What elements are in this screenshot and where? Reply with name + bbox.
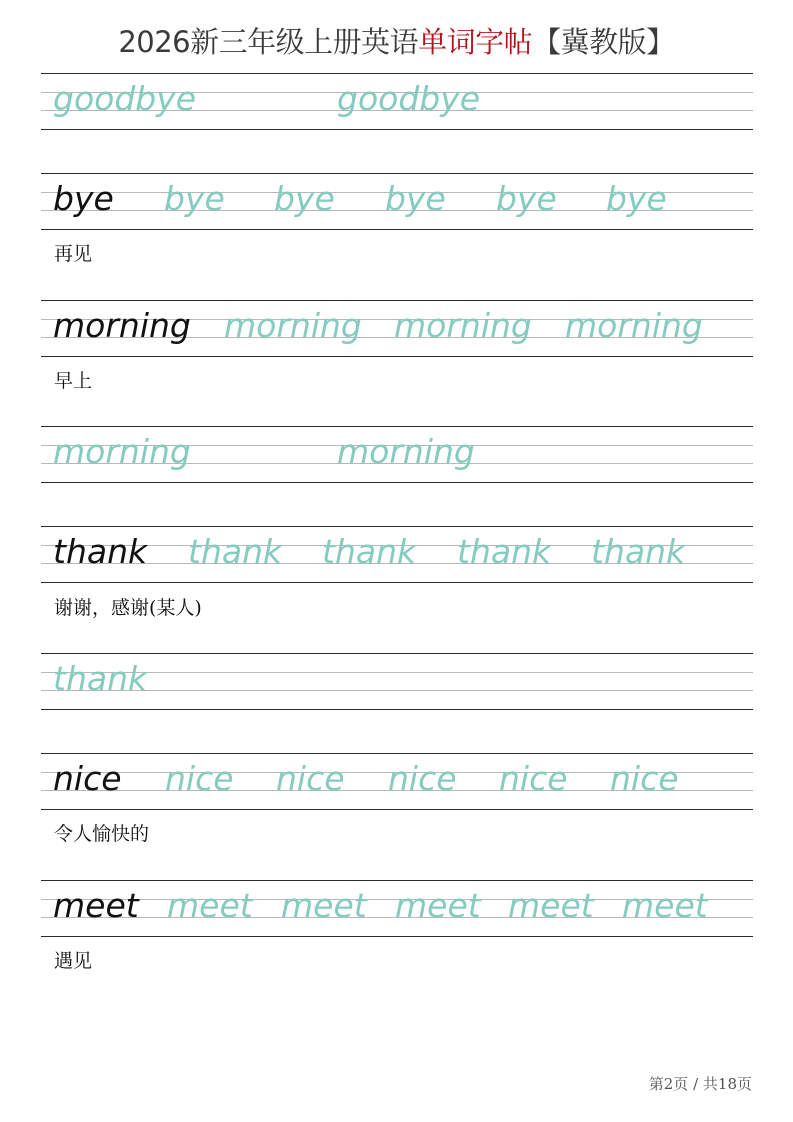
writing-row xyxy=(41,526,753,583)
trace-word: nice xyxy=(165,759,234,798)
trace-word: bye xyxy=(606,179,667,218)
trace-word: nice xyxy=(276,759,345,798)
word-meaning: 遇见 xyxy=(54,950,93,972)
trace-word: thank xyxy=(53,659,148,698)
trace-word: morning xyxy=(53,432,191,471)
guide-line-top xyxy=(41,653,753,654)
page-title xyxy=(0,20,793,61)
trace-word: goodbye xyxy=(53,79,197,118)
guide-line-mid xyxy=(41,672,753,673)
guide-line-top xyxy=(41,753,753,754)
model-word: meet xyxy=(53,886,139,925)
writing-row xyxy=(41,73,753,130)
guide-line-top xyxy=(41,73,753,74)
page-number: 第2页 / 共18页 xyxy=(648,1075,752,1093)
guide-line-top xyxy=(41,173,753,174)
writing-row xyxy=(41,426,753,483)
writing-row xyxy=(41,753,753,810)
trace-word: thank xyxy=(188,532,283,571)
guide-line-top xyxy=(41,426,753,427)
writing-row xyxy=(41,173,753,230)
trace-word: nice xyxy=(499,759,568,798)
guide-line-bottom xyxy=(41,482,753,483)
guide-line-top xyxy=(41,526,753,527)
guide-line-bottom xyxy=(41,809,753,810)
guide-line-bottom xyxy=(41,936,753,937)
writing-row xyxy=(41,300,753,357)
trace-word: meet xyxy=(622,886,708,925)
trace-word: bye xyxy=(164,179,225,218)
guide-line-bottom xyxy=(41,709,753,710)
trace-word: bye xyxy=(496,179,557,218)
word-meaning: 早上 xyxy=(54,370,93,392)
word-meaning: 谢谢，感谢(某人) xyxy=(54,597,202,619)
trace-word: morning xyxy=(565,306,703,345)
trace-word: meet xyxy=(395,886,481,925)
trace-word: meet xyxy=(508,886,594,925)
word-meaning: 再见 xyxy=(54,243,93,265)
trace-word: meet xyxy=(281,886,367,925)
trace-word: bye xyxy=(385,179,446,218)
model-word: bye xyxy=(53,179,114,218)
title-edition: 【冀教版】 xyxy=(532,25,675,59)
guide-line-bottom xyxy=(41,129,753,130)
trace-word: thank xyxy=(457,532,552,571)
writing-row xyxy=(41,880,753,937)
trace-word: morning xyxy=(337,432,475,471)
trace-word: thank xyxy=(591,532,686,571)
guide-line-top xyxy=(41,300,753,301)
model-word: morning xyxy=(53,306,191,345)
guide-line-bottom xyxy=(41,229,753,230)
guide-line-mid xyxy=(41,690,753,691)
trace-word: morning xyxy=(224,306,362,345)
word-meaning: 令人愉快的 xyxy=(54,823,150,845)
guide-line-bottom xyxy=(41,582,753,583)
trace-word: bye xyxy=(274,179,335,218)
guide-line-bottom xyxy=(41,356,753,357)
writing-row xyxy=(41,653,753,710)
model-word: nice xyxy=(53,759,122,798)
title-accent: 单词字帖 xyxy=(418,25,533,59)
guide-line-top xyxy=(41,880,753,881)
trace-word: morning xyxy=(394,306,532,345)
model-word: thank xyxy=(53,532,148,571)
trace-word: nice xyxy=(388,759,457,798)
trace-word: thank xyxy=(322,532,417,571)
trace-word: meet xyxy=(167,886,253,925)
trace-word: nice xyxy=(610,759,679,798)
trace-word: goodbye xyxy=(337,79,481,118)
title-main: 2026新三年级上册英语 xyxy=(118,25,419,59)
